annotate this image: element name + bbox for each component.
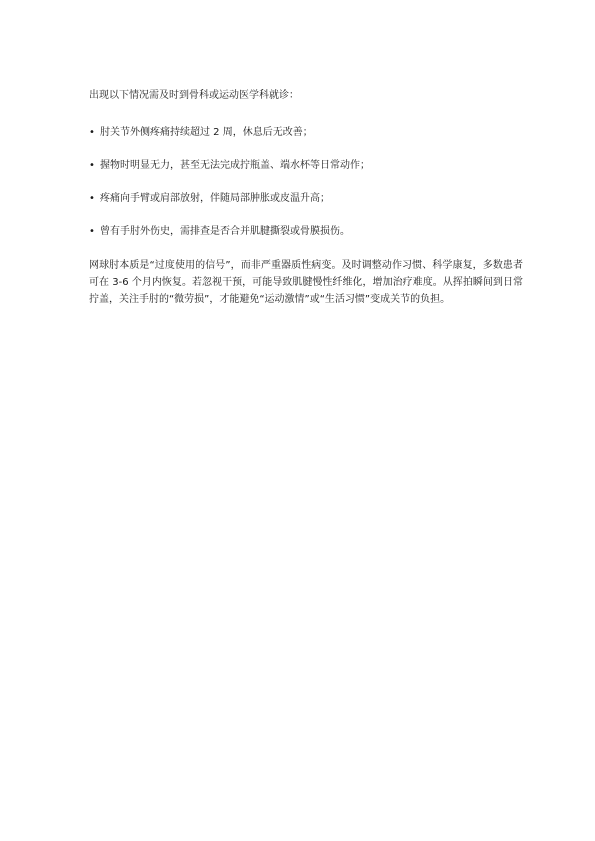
list-item-text: 疼痛向手臂或肩部放射，伴随局部肿胀或皮温升高； bbox=[100, 193, 330, 204]
list-item bbox=[89, 191, 525, 207]
list-item bbox=[89, 158, 525, 174]
list-item bbox=[89, 224, 525, 240]
intro-paragraph: 出现以下情况需及时到骨科或运动医学科就诊： bbox=[89, 90, 299, 101]
summary-paragraph: 网球肘本质是“过度使用的信号”，而非严重器质性病变。及时调整动作习惯、科学康复，多数患者可在 3-6 个月内恢复。若忽视干预，可能导致肌腱慢性纤维化，增加治疗难度。从挥拍瞬间到日常拧盖，关注手肘的“微劳损”，才能避免“运动激情”或“生活习惯”变成关节的负担。 bbox=[89, 260, 523, 305]
list-item-text: 握物时明显无力，甚至无法完成拧瓶盖、端水杯等日常动作； bbox=[100, 160, 370, 171]
list-item-text: 曾有手肘外伤史，需排查是否合并肌腱撕裂或骨膜损伤。 bbox=[100, 226, 350, 237]
document-body bbox=[89, 88, 525, 308]
bullet-marker: • bbox=[89, 193, 95, 204]
bullet-marker: • bbox=[89, 160, 95, 171]
list-item bbox=[89, 125, 525, 141]
bullet-marker: • bbox=[89, 226, 95, 237]
bullet-marker: • bbox=[89, 127, 95, 138]
list-item-text: 肘关节外侧疼痛持续超过 2 周，休息后无改善； bbox=[100, 127, 313, 138]
symptom-list bbox=[89, 125, 525, 240]
